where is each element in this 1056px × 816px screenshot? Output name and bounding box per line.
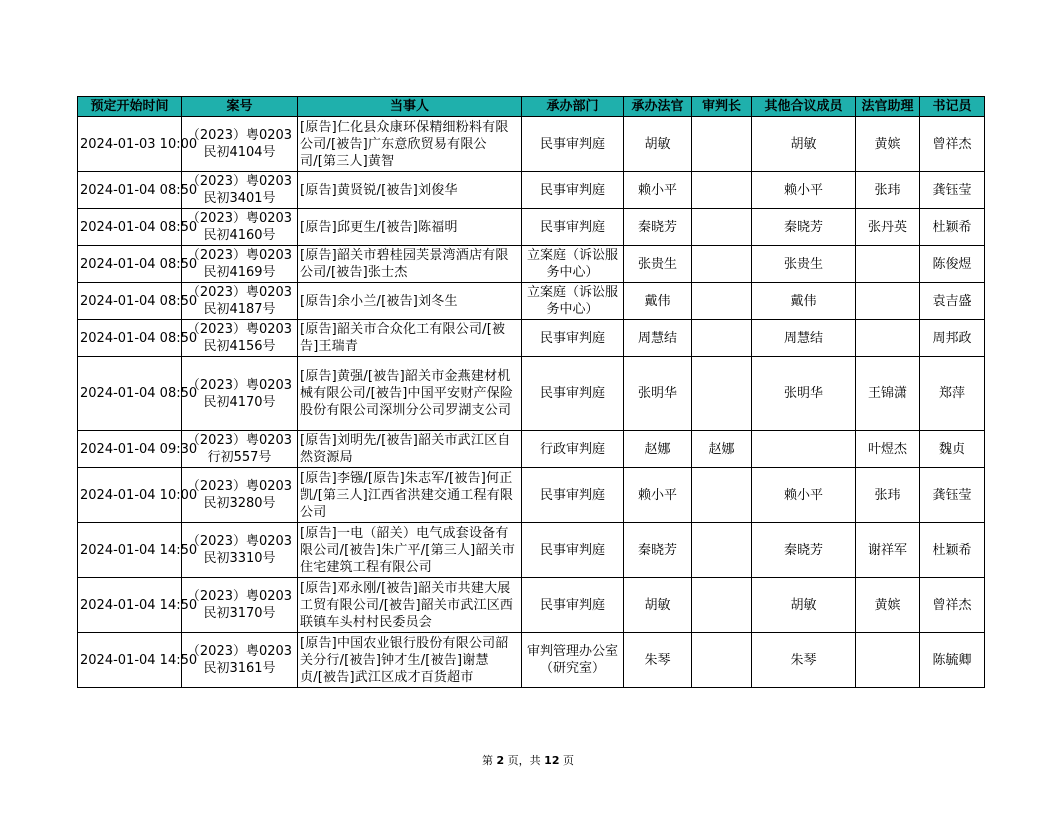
table-row bbox=[78, 578, 985, 633]
judge-assistant-cell: 叶煜杰 bbox=[856, 431, 920, 468]
parties-cell: [原告]黄贤锐/[被告]刘俊华 bbox=[298, 172, 522, 209]
clerk-cell: 周邦政 bbox=[920, 320, 985, 357]
case-number-cell: （2023）粤0203民初4104号 bbox=[182, 117, 298, 172]
start-time-cell: 2024-01-04 08:50 bbox=[78, 320, 182, 357]
department-cell: 行政审判庭 bbox=[522, 431, 624, 468]
judge-assistant-cell bbox=[856, 246, 920, 283]
header-judge: 承办法官 bbox=[624, 97, 692, 117]
case-number-cell: （2023）粤0203民初4169号 bbox=[182, 246, 298, 283]
panel-members-cell: 胡敏 bbox=[752, 117, 856, 172]
judge-assistant-cell: 黄嫔 bbox=[856, 117, 920, 172]
start-time-cell: 2024-01-04 08:50 bbox=[78, 357, 182, 431]
panel-members-cell: 周慧结 bbox=[752, 320, 856, 357]
judge-cell: 张明华 bbox=[624, 357, 692, 431]
start-time-cell: 2024-01-04 14:50 bbox=[78, 578, 182, 633]
presiding-judge-cell bbox=[692, 523, 752, 578]
clerk-cell: 曾祥杰 bbox=[920, 117, 985, 172]
parties-cell: [原告]邓永刚/[被告]韶关市共建大展工贸有限公司/[被告]韶关市武江区西联镇车头村村民委员会 bbox=[298, 578, 522, 633]
header-presiding-judge: 审判长 bbox=[692, 97, 752, 117]
header-judge-assistant: 法官助理 bbox=[856, 97, 920, 117]
clerk-cell: 曾祥杰 bbox=[920, 578, 985, 633]
case-number-cell: （2023）粤0203民初3310号 bbox=[182, 523, 298, 578]
clerk-cell: 龚钰莹 bbox=[920, 172, 985, 209]
header-clerk: 书记员 bbox=[920, 97, 985, 117]
judge-assistant-cell: 张玮 bbox=[856, 468, 920, 523]
clerk-cell: 杜颖希 bbox=[920, 523, 985, 578]
case-number-cell: （2023）粤0203民初4160号 bbox=[182, 209, 298, 246]
case-number-cell: （2023）粤0203民初3170号 bbox=[182, 578, 298, 633]
clerk-cell: 魏贞 bbox=[920, 431, 985, 468]
presiding-judge-cell bbox=[692, 172, 752, 209]
presiding-judge-cell bbox=[692, 117, 752, 172]
parties-cell: [原告]仁化县众康环保精细粉料有限公司/[被告]广东意欣贸易有限公司/[第三人]黄智 bbox=[298, 117, 522, 172]
presiding-judge-cell bbox=[692, 320, 752, 357]
panel-members-cell: 戴伟 bbox=[752, 283, 856, 320]
start-time-cell: 2024-01-04 10:00 bbox=[78, 468, 182, 523]
judge-assistant-cell bbox=[856, 633, 920, 688]
case-number-cell: （2023）粤0203民初3401号 bbox=[182, 172, 298, 209]
presiding-judge-cell bbox=[692, 246, 752, 283]
table-row bbox=[78, 209, 985, 246]
judge-cell: 朱琴 bbox=[624, 633, 692, 688]
table-header-row bbox=[78, 97, 985, 117]
start-time-cell: 2024-01-04 08:50 bbox=[78, 283, 182, 320]
parties-cell: [原告]李镪/[原告]朱志军/[被告]何正凯/[第三人]江西省洪建交通工程有限公司 bbox=[298, 468, 522, 523]
department-cell: 民事审判庭 bbox=[522, 117, 624, 172]
panel-members-cell: 张明华 bbox=[752, 357, 856, 431]
presiding-judge-cell bbox=[692, 633, 752, 688]
start-time-cell: 2024-01-04 14:50 bbox=[78, 523, 182, 578]
panel-members-cell: 胡敏 bbox=[752, 578, 856, 633]
panel-members-cell: 朱琴 bbox=[752, 633, 856, 688]
table-row bbox=[78, 357, 985, 431]
case-number-cell: （2023）粤0203民初3161号 bbox=[182, 633, 298, 688]
judge-cell: 胡敏 bbox=[624, 117, 692, 172]
judge-cell: 秦晓芳 bbox=[624, 209, 692, 246]
start-time-cell: 2024-01-03 10:00 bbox=[78, 117, 182, 172]
presiding-judge-cell bbox=[692, 283, 752, 320]
panel-members-cell: 秦晓芳 bbox=[752, 523, 856, 578]
judge-cell: 赖小平 bbox=[624, 172, 692, 209]
panel-members-cell: 赖小平 bbox=[752, 172, 856, 209]
parties-cell: [原告]韶关市合众化工有限公司/[被告]王瑞青 bbox=[298, 320, 522, 357]
judge-cell: 赵娜 bbox=[624, 431, 692, 468]
header-case-number: 案号 bbox=[182, 97, 298, 117]
parties-cell: [原告]余小兰/[被告]刘冬生 bbox=[298, 283, 522, 320]
panel-members-cell bbox=[752, 431, 856, 468]
table-row bbox=[78, 172, 985, 209]
panel-members-cell: 赖小平 bbox=[752, 468, 856, 523]
table-row bbox=[78, 320, 985, 357]
judge-assistant-cell bbox=[856, 320, 920, 357]
clerk-cell: 袁吉盛 bbox=[920, 283, 985, 320]
table-row bbox=[78, 246, 985, 283]
clerk-cell: 郑萍 bbox=[920, 357, 985, 431]
header-start-time: 预定开始时间 bbox=[78, 97, 182, 117]
presiding-judge-cell bbox=[692, 209, 752, 246]
case-number-cell: （2023）粤0203民初4170号 bbox=[182, 357, 298, 431]
judge-assistant-cell: 黄嫔 bbox=[856, 578, 920, 633]
judge-assistant-cell: 张丹英 bbox=[856, 209, 920, 246]
clerk-cell: 陈俊煜 bbox=[920, 246, 985, 283]
page-footer bbox=[0, 752, 1056, 768]
start-time-cell: 2024-01-04 08:50 bbox=[78, 209, 182, 246]
case-number-cell: （2023）粤0203行初557号 bbox=[182, 431, 298, 468]
department-cell: 立案庭（诉讼服务中心） bbox=[522, 283, 624, 320]
footer-middle: 页，共 bbox=[504, 754, 545, 767]
start-time-cell: 2024-01-04 08:50 bbox=[78, 172, 182, 209]
clerk-cell: 龚钰莹 bbox=[920, 468, 985, 523]
case-number-cell: （2023）粤0203民初4187号 bbox=[182, 283, 298, 320]
department-cell: 民事审判庭 bbox=[522, 523, 624, 578]
department-cell: 民事审判庭 bbox=[522, 172, 624, 209]
department-cell: 民事审判庭 bbox=[522, 357, 624, 431]
department-cell: 立案庭（诉讼服务中心） bbox=[522, 246, 624, 283]
table-row bbox=[78, 468, 985, 523]
judge-cell: 胡敏 bbox=[624, 578, 692, 633]
judge-cell: 赖小平 bbox=[624, 468, 692, 523]
start-time-cell: 2024-01-04 14:50 bbox=[78, 633, 182, 688]
department-cell: 民事审判庭 bbox=[522, 209, 624, 246]
parties-cell: [原告]韶关市碧桂园芙景湾酒店有限公司/[被告]张士杰 bbox=[298, 246, 522, 283]
department-cell: 民事审判庭 bbox=[522, 578, 624, 633]
case-number-cell: （2023）粤0203民初3280号 bbox=[182, 468, 298, 523]
panel-members-cell: 张贵生 bbox=[752, 246, 856, 283]
footer-page-number: 2 bbox=[496, 754, 505, 767]
judge-assistant-cell bbox=[856, 283, 920, 320]
table-row bbox=[78, 283, 985, 320]
presiding-judge-cell: 赵娜 bbox=[692, 431, 752, 468]
table-row bbox=[78, 523, 985, 578]
judge-cell: 张贵生 bbox=[624, 246, 692, 283]
clerk-cell: 杜颖希 bbox=[920, 209, 985, 246]
start-time-cell: 2024-01-04 09:30 bbox=[78, 431, 182, 468]
table-row bbox=[78, 431, 985, 468]
hearing-schedule-table bbox=[77, 96, 985, 688]
footer-prefix: 第 bbox=[482, 754, 497, 767]
parties-cell: [原告]刘明先/[被告]韶关市武江区自然资源局 bbox=[298, 431, 522, 468]
department-cell: 审判管理办公室（研究室） bbox=[522, 633, 624, 688]
judge-assistant-cell: 谢祥军 bbox=[856, 523, 920, 578]
presiding-judge-cell bbox=[692, 357, 752, 431]
header-department: 承办部门 bbox=[522, 97, 624, 117]
judge-assistant-cell: 张玮 bbox=[856, 172, 920, 209]
department-cell: 民事审判庭 bbox=[522, 320, 624, 357]
table-row bbox=[78, 633, 985, 688]
footer-suffix: 页 bbox=[559, 754, 574, 767]
panel-members-cell: 秦晓芳 bbox=[752, 209, 856, 246]
judge-cell: 戴伟 bbox=[624, 283, 692, 320]
judge-cell: 秦晓芳 bbox=[624, 523, 692, 578]
parties-cell: [原告]一电（韶关）电气成套设备有限公司/[被告]朱广平/[第三人]韶关市住宅建筑工程有限公司 bbox=[298, 523, 522, 578]
judge-cell: 周慧结 bbox=[624, 320, 692, 357]
parties-cell: [原告]中国农业银行股份有限公司韶关分行/[被告]钟才生/[被告]谢慧贞/[被告]武江区成才百货超市 bbox=[298, 633, 522, 688]
case-number-cell: （2023）粤0203民初4156号 bbox=[182, 320, 298, 357]
footer-total-pages: 12 bbox=[544, 754, 560, 767]
department-cell: 民事审判庭 bbox=[522, 468, 624, 523]
judge-assistant-cell: 王锦潇 bbox=[856, 357, 920, 431]
presiding-judge-cell bbox=[692, 578, 752, 633]
clerk-cell: 陈毓卿 bbox=[920, 633, 985, 688]
parties-cell: [原告]黄强/[被告]韶关市金燕建材机械有限公司/[被告]中国平安财产保险股份有限公司深圳分公司罗湖支公司 bbox=[298, 357, 522, 431]
header-parties: 当事人 bbox=[298, 97, 522, 117]
start-time-cell: 2024-01-04 08:50 bbox=[78, 246, 182, 283]
header-panel-members: 其他合议成员 bbox=[752, 97, 856, 117]
parties-cell: [原告]邱更生/[被告]陈福明 bbox=[298, 209, 522, 246]
presiding-judge-cell bbox=[692, 468, 752, 523]
table-row bbox=[78, 117, 985, 172]
